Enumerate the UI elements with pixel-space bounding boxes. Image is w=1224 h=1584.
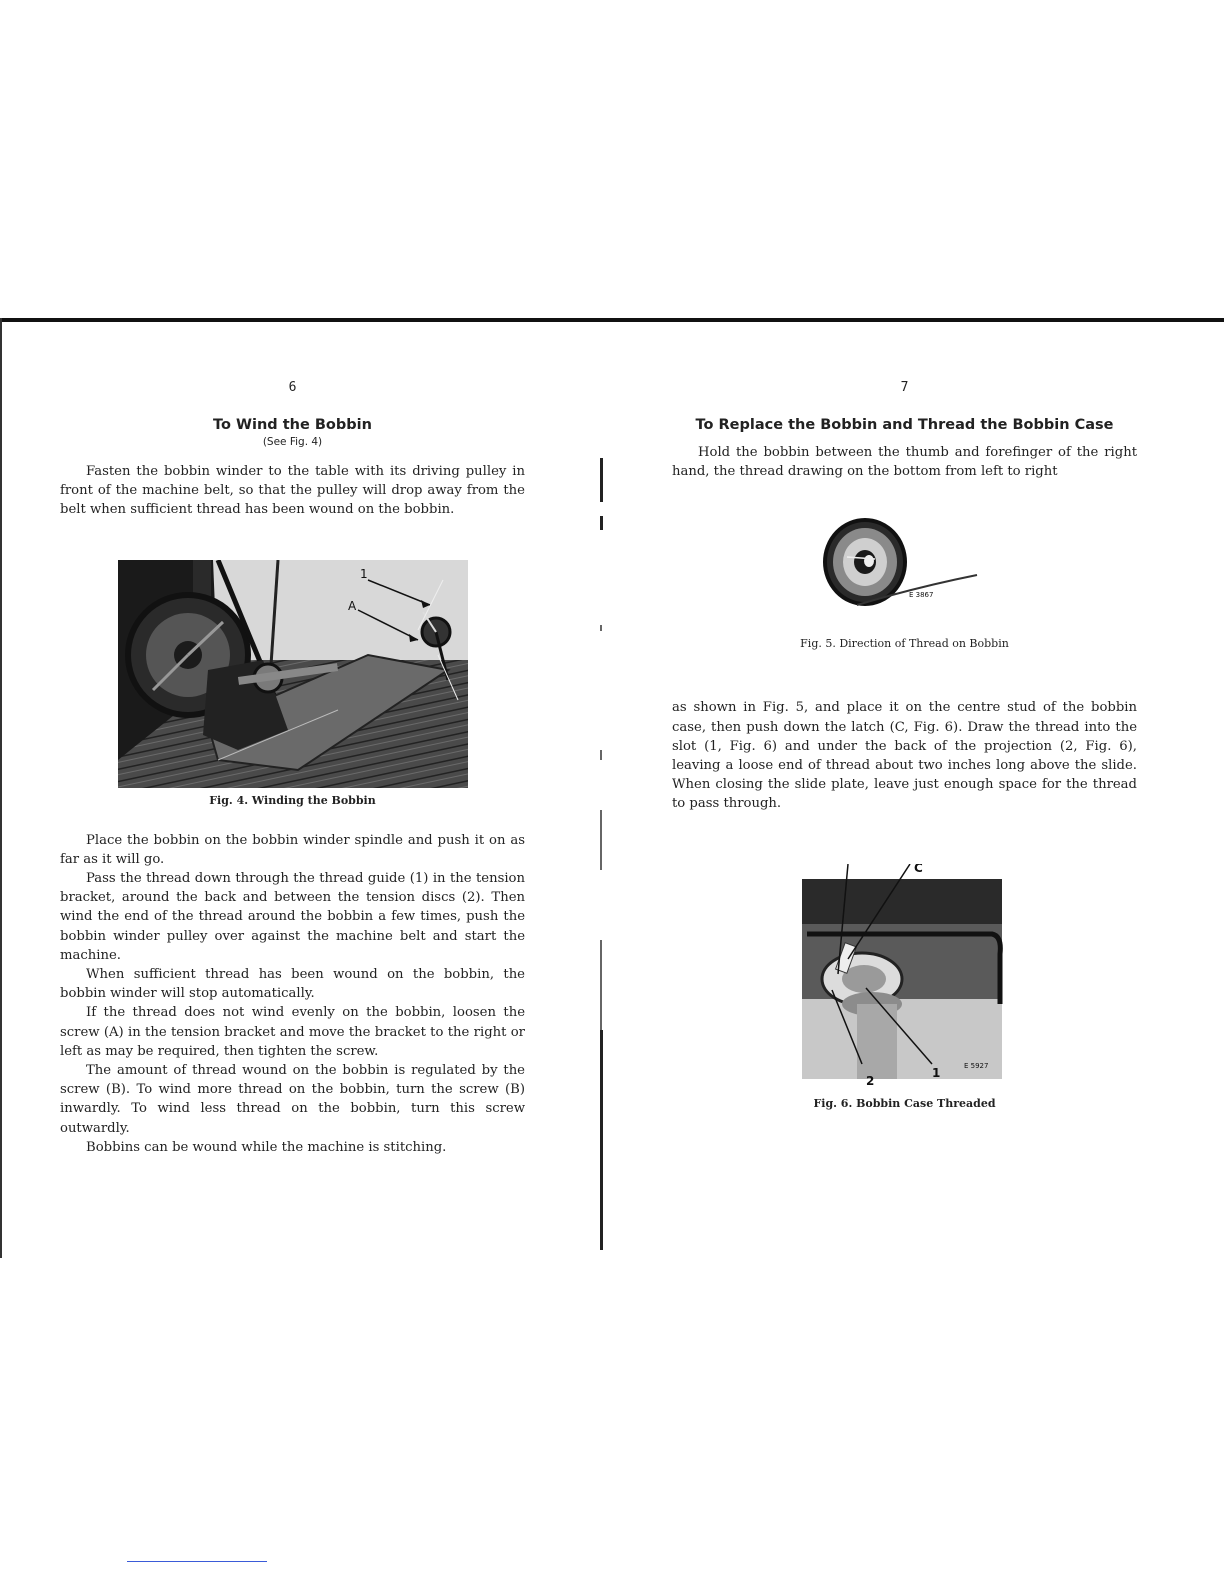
paragraph: Place the bobbin on the bobbin winder spindle and push it on as far as it will go.	[60, 832, 525, 867]
intro-paragraph: Hold the bobbin between the thumb and forefinger of the right hand, the thread drawing on the bottom from left to right	[672, 445, 1137, 480]
book-spine-gutter	[600, 450, 603, 1260]
scan-top-border	[0, 318, 1224, 322]
paragraph: If the thread does not wind evenly on the bobbin, loosen the screw (A) in the tension bracket and move the bracket to the right or left as may be required, then tighten the screw.	[60, 1005, 525, 1059]
section-title: To Wind the Bobbin	[213, 417, 372, 433]
fig4-label-1: 1	[359, 566, 368, 581]
figure-4-bobbin-winder-photo	[118, 560, 468, 788]
paragraph: Bobbins can be wound while the machine is stitching.	[86, 1139, 447, 1155]
figure-4-caption: Fig. 4. Winding the Bobbin	[209, 793, 376, 807]
section-title: To Replace the Bobbin and Thread the Bobbin Case	[695, 417, 1114, 433]
figure-6-caption: Fig. 6. Bobbin Case Threaded	[813, 1096, 996, 1110]
scan-left-border	[0, 318, 2, 1258]
right-page	[672, 380, 1137, 1110]
left-page	[60, 380, 525, 1157]
intro-paragraph: Fasten the bobbin winder to the table with its driving pulley in front of the machine belt, so that the pulley will drop away from the belt when sufficient thread has been wound on the bobbin.	[60, 464, 525, 518]
fig6-label-1: 1	[932, 1065, 941, 1080]
figure-5-bobbin-photo	[817, 517, 987, 617]
section-subtitle: (See Fig. 4)	[262, 436, 323, 448]
paragraph: Pass the thread down through the thread guide (1) in the tension bracket, around the back and between the tension discs (2). Then wind the end of the thread around the bobbin a few times, push the bobbin winder pulley over against the machine belt and start the machine.	[60, 871, 525, 963]
fig5-code: E 3867	[909, 591, 934, 600]
page-number: 7	[900, 380, 909, 395]
fig6-label-2: 2	[866, 1073, 875, 1088]
body-paragraph: as shown in Fig. 5, and place it on the centre stud of the bobbin case, then push down the latch (C, Fig. 6). Draw the thread into the slot (1, Fig. 6) and under the back of the projection (2, Fig. 6), leaving a loose end of thread about two inches long above the slide. When closing the slide plate, leave just enough space for the thread to pass through.	[672, 700, 1137, 812]
figure-6-bobbin-case-photo	[802, 864, 1007, 1089]
paragraph: When sufficient thread has been wound on the bobbin, the bobbin winder will stop automatically.	[60, 967, 525, 1002]
bottom-underline-link[interactable]	[127, 1561, 267, 1562]
body-paragraphs	[60, 831, 525, 1157]
fig6-code: E 5927	[964, 1061, 989, 1070]
paragraph: The amount of thread wound on the bobbin is regulated by the screw (B). To wind more thread on the bobbin, turn the screw (B) inwardly. To wind less thread on the bobbin, turn this screw outwardly.	[60, 1063, 525, 1136]
page-number: 6	[288, 380, 297, 395]
figure-5-caption: Fig. 5. Direction of Thread on Bobbin	[800, 637, 1009, 651]
fig6-label-c: C	[914, 863, 923, 875]
fig4-label-a: A	[347, 598, 356, 613]
